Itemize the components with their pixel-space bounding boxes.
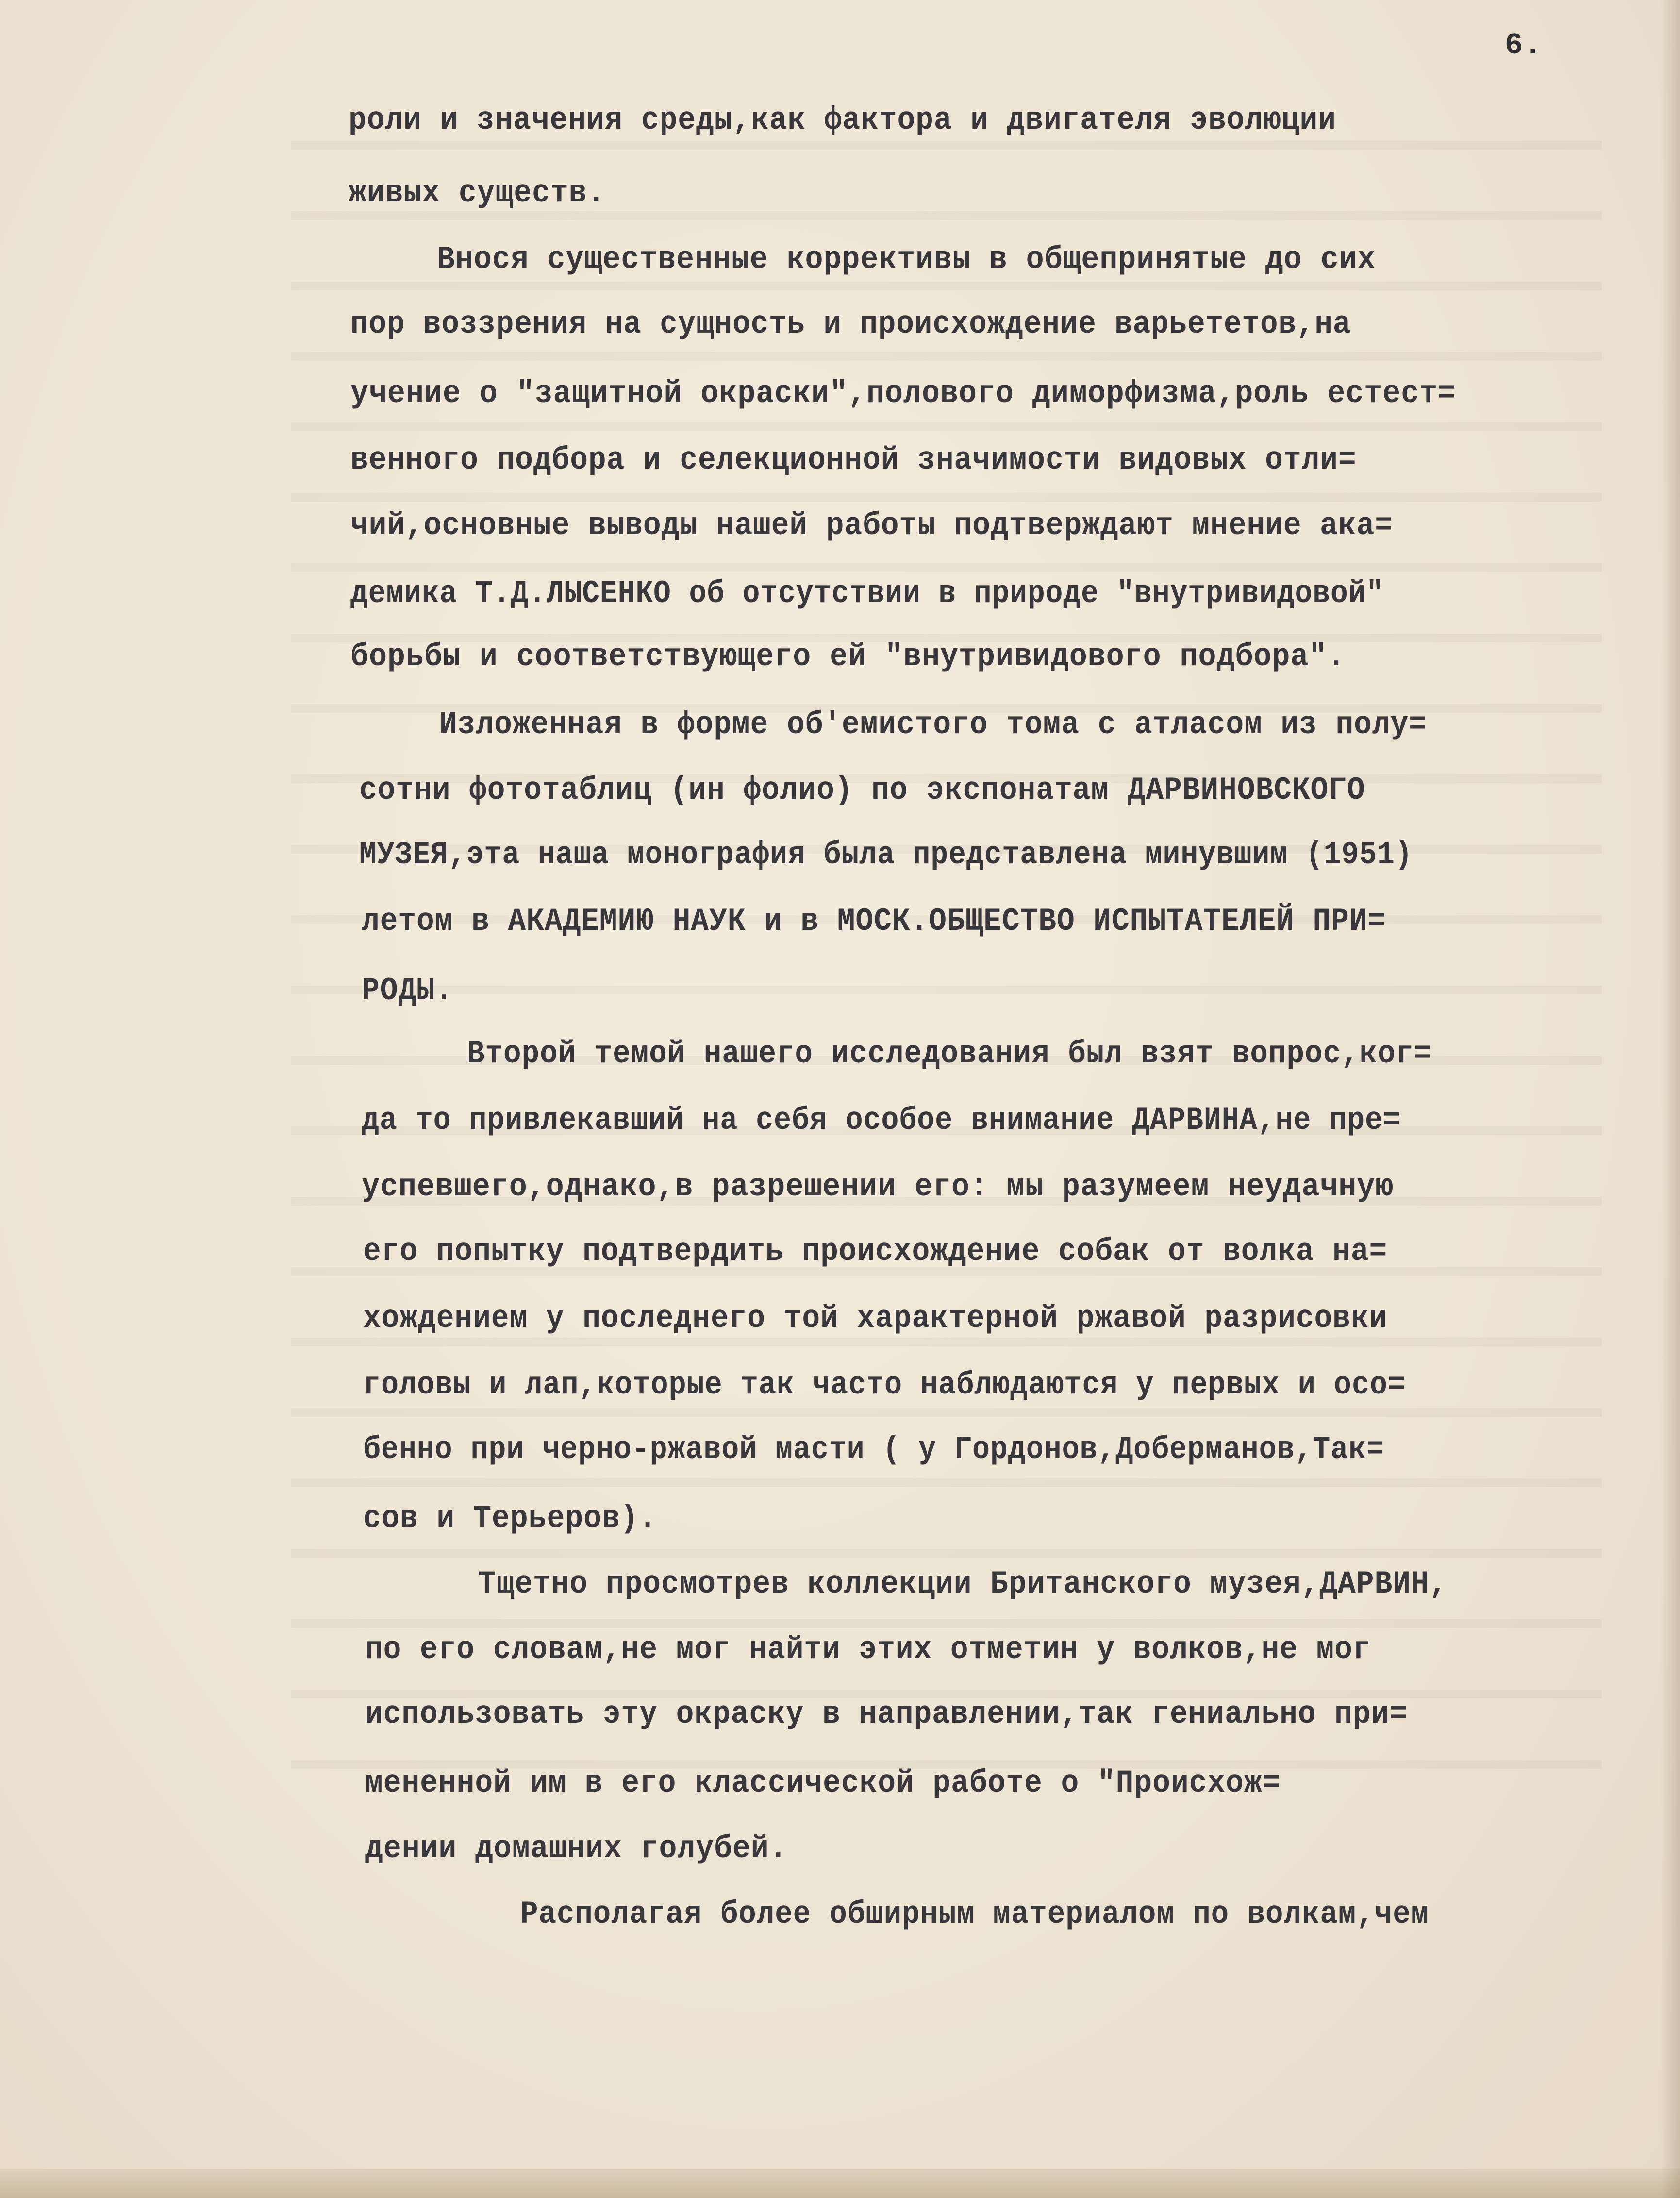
text-line: Изложенная в форме об'емистого тома с атласом из полу= [439,706,1427,743]
text-line: демика Т.Д.ЛЫСЕНКО об отсутствии в природе "внутривидовой" [350,575,1384,612]
text-line: живых существ. [349,175,606,211]
text-line: успевшего,однако,в разрешении его: мы разумеем неудачную [362,1169,1394,1205]
text-line: его попытку подтвердить происхождение собак от волка на= [363,1233,1388,1270]
text-line: мененной им в его классической работе о "Происхож= [365,1765,1281,1801]
text-line: по его словам,не мог найти этих отметин у волков,не мог [365,1631,1371,1668]
text-line: Внося существенные коррективы в общепринятые до сих [437,241,1376,278]
text-line: учение о "защитной окраски",полового диморфизма,роль естест= [350,375,1457,412]
text-line: сов и Терьеров). [363,1500,657,1537]
text-line: РОДЫ. [362,973,453,1009]
text-line: дении домашних голубей. [365,1830,788,1867]
page-bottom-edge [0,2169,1680,2198]
text-line: пор воззрения на сущность и происхождение варьететов,на [350,306,1351,342]
text-line: сотни фототаблиц (ин фолио) по экспонатам ДАРВИНОВСКОГО [359,772,1365,808]
text-line: летом в АКАДЕМИЮ НАУК и в МОСК.ОБЩЕСТВО ИСПЫТАТЕЛЕЙ ПРИ= [362,903,1386,940]
text-line: использовать эту окраску в направлении,так гениально при= [365,1696,1408,1732]
text-line: головы и лап,которые так часто наблюдаются у первых и осо= [363,1367,1406,1403]
text-line: роли и значения среды,как фактора и двигателя эволюции [349,102,1336,138]
text-line: борьбы и соответствующего ей "внутривидового подбора". [350,638,1346,675]
text-line: венного подбора и селекционной значимости видовых отли= [350,442,1357,478]
text-line: МУЗЕЯ,эта наша монография была представлена минувшим (1951) [359,837,1413,873]
text-line: хождением у последнего той характерной ржавой разрисовки [363,1300,1388,1337]
text-line: чий,основные выводы нашей работы подтверждают мнение ака= [350,507,1393,544]
page-number: 6. [1505,28,1543,63]
text-line: да то привлекавший на себя особое внимание ДАРВИНА,не пре= [362,1102,1401,1139]
text-line: Второй темой нашего исследования был взят вопрос,ког= [467,1036,1432,1072]
page-right-edge [1661,0,1680,2198]
text-line: Тщетно просмотрев коллекции Британского музея,ДАРВИН, [478,1566,1448,1602]
text-line: Располагая более обширным материалом по волкам,чем [520,1896,1429,1932]
text-line: бенно при черно-ржавой масти ( у Гордонов,Доберманов,Так= [363,1431,1384,1468]
